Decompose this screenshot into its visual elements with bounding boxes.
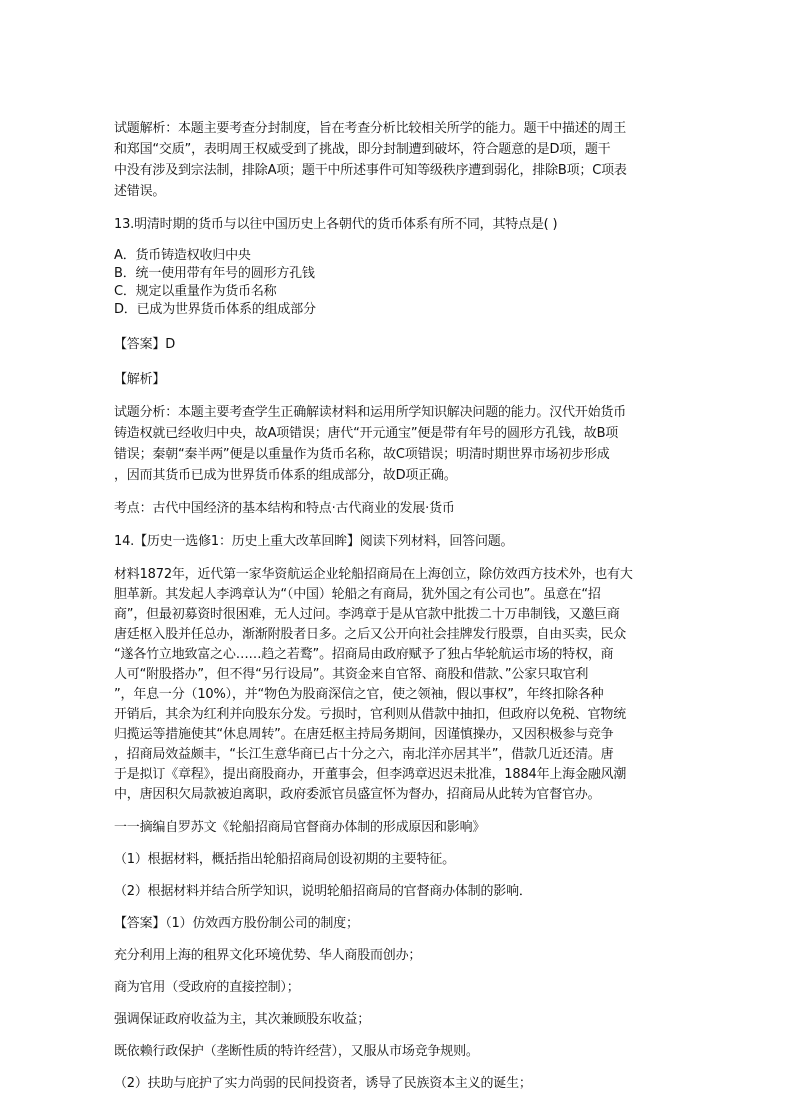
question-13-analysis-label: 【解析】 (114, 372, 166, 387)
answer-point: 商为官用（受政府的直接控制）； (114, 980, 300, 995)
question-14-material (114, 565, 680, 805)
text-line: 商”，但最初募资时很困难，无人过问。李鸿章于是从官款中批拨二十万串制钱，又邀巨商 (114, 607, 620, 622)
question-13-options (114, 247, 680, 319)
question-13-answer: 【答案】D (114, 337, 176, 352)
answer-point: 强调保证政府收益为主，其次兼顾股东收益； (114, 1012, 371, 1027)
question-14-stem: 14.【历史一选修1：历史上重大改革回眸】阅读下列材料，回答问题。 (114, 534, 514, 549)
text-line: 人可“附股搭办”，但不得“另行设局”。其资金来自官帑、商股和借款、”公家只取官利 (114, 667, 589, 682)
question-14-answer: 【答案】（1）仿效西方股份制公司的制度； (114, 916, 359, 931)
text-line: ”，年息一分（10%），并“物色为股商深信之官，使之领袖，假以事权”，年终扣除各种 (114, 687, 604, 702)
text-line: 和郑国“交质”，表明周王权威受到了挑战，即分封制遭到破坏，符合题意的是D项，题干 (114, 142, 611, 157)
material-source: 一一摘编自罗苏文《轮船招商局官督商办体制的形成原因和影响》 (114, 820, 486, 835)
option-d: D．已成为世界货币体系的组成部分 (114, 302, 316, 317)
text-line: 开销后，其余为红利并向股东分发。亏损时，官利则从借款中抽扣，但政府以免税、官物统 (114, 707, 627, 722)
previous-explanation (114, 118, 680, 202)
text-line: 归揽运等措施使其“休息周转”。在唐廷枢主持局务期间，因谨慎操办，又因积极参与竞争 (114, 727, 614, 742)
text-line: 铸造权就已经收归中央，故A项错误；唐代“开元通宝”便是带有年号的圆形方孔钱，故B项 (114, 426, 619, 441)
text-line: 试题分析：本题主要考查学生正确解读材料和运用所学知识解决问题的能力。汉代开始货币 (114, 405, 627, 420)
answer-point: 充分利用上海的租界文化环境优势、华人商股而创办； (114, 948, 422, 963)
option-c: C．规定以重量作为货币名称 (114, 284, 277, 299)
text-line: 试题解析：本题主要考查分封制度，旨在考查分析比较相关所学的能力。题干中描述的周王 (114, 121, 627, 136)
text-line: “遂各竹立地致富之心……趋之若鹜”。招商局由政府赋予了独占华轮航运市场的特权，商 (114, 647, 614, 662)
document-page (114, 118, 680, 1094)
text-line: ，因而其货币已成为世界货币体系的组成部分，故D项正确。 (114, 468, 457, 483)
question-13-analysis (114, 402, 680, 486)
question-13-stem: 13.明清时期的货币与以往中国历史上各朝代的货币体系有所不同，其特点是( ) (114, 217, 558, 232)
sub-question-1: （1）根据材料，概括指出轮船招商局创设初期的主要特征。 (114, 852, 455, 867)
text-line: 错误；秦朝“秦半两”便是以重量作为货币名称，故C项错误；明清时期世界市场初步形成 (114, 447, 610, 462)
text-line: 中没有涉及到宗法制，排除A项；题干中所述事件可知等级秩序遭到弱化，排除B项；C项表 (114, 163, 627, 178)
question-13-kaodian: 考点：古代中国经济的基本结构和特点·古代商业的发展·货币 (114, 501, 455, 516)
sub-question-2: （2）根据材料并结合所学知识，说明轮船招商局的官督商办体制的影响． (114, 884, 532, 899)
answer-part-2: （2）扶助与庇护了实力尚弱的民间投资者，诱导了民族资本主义的诞生； (114, 1076, 532, 1091)
text-line: 胆革新。其发起人李鸿章认为“（中国）轮船之有商局，犹外国之有公司也”。虽意在“招 (114, 587, 601, 602)
option-b: B．统一使用带有年号的圆形方孔钱 (114, 266, 315, 281)
text-line: ，招商局效益颇丰，“长江生意华商已占十分之六，南北洋亦居其半”，借款几近还清。唐 (114, 747, 614, 762)
answer-point: 既依赖行政保护（垄断性质的特许经营），又服从市场竞争规则。 (114, 1044, 479, 1059)
text-line: 述错误。 (114, 184, 166, 199)
text-line: 于是拟订《章程》，提出商股商办，开董事会，但李鸿章迟迟未批准，1884年上海金融风潮 (114, 767, 627, 782)
text-line: 材料1872年，近代第一家华资航运企业轮船招商局在上海创立，除仿效西方技术外，也有大 (114, 567, 633, 582)
text-line: 中，唐因积欠局款被迫离职，政府委派官员盛宣怀为督办，招商局从此转为官督官办。 (114, 787, 601, 802)
text-line: 唐廷枢入股并任总办，渐渐附股者日多。之后又公开向社会挂牌发行股票，自由买卖，民众 (114, 627, 627, 642)
option-a: A．货币铸造权收归中央 (114, 248, 251, 263)
